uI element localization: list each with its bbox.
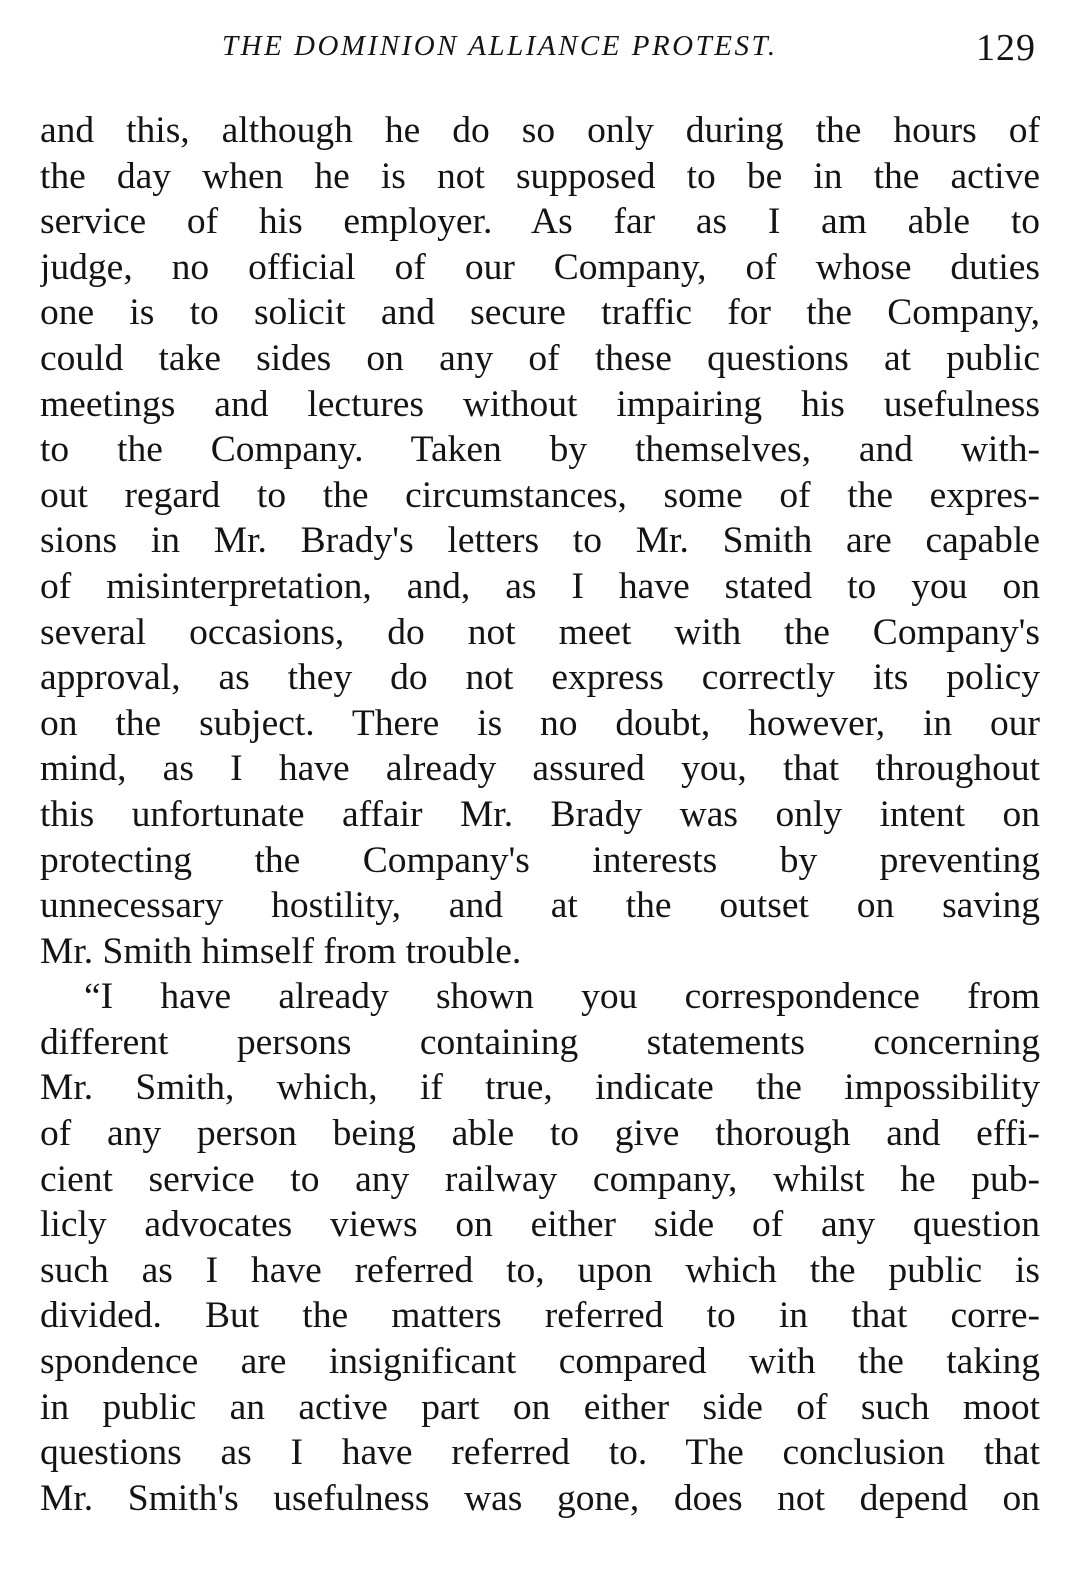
page-number: 129 — [976, 27, 1036, 69]
text-line: meetings and lectures without impairing his usefulness — [40, 383, 1040, 425]
text-line: of any person being able to give thorough and effi- — [40, 1113, 1040, 1155]
text-line: approval, as they do not express correctly its policy — [40, 657, 1040, 699]
text-line: several occasions, do not meet with the Company's — [40, 611, 1040, 653]
text-line: unnecessary hostility, and at the outset on saving — [40, 885, 1040, 927]
text-line: could take sides on any of these questions at public — [40, 337, 1040, 379]
text-line: on the subject. There is no doubt, however, in our — [40, 702, 1040, 744]
text-line: divided. But the matters referred to in that corre- — [40, 1295, 1040, 1337]
text-line: this unfortunate affair Mr. Brady was only intent on — [40, 793, 1040, 835]
text-line: such as I have referred to, upon which the public is — [40, 1249, 1040, 1291]
running-head — [0, 26, 1084, 76]
text-line: sions in Mr. Brady's letters to Mr. Smith are capable — [40, 520, 1040, 562]
running-title: THE DOMINION ALLIANCE PROTEST. — [222, 30, 778, 62]
text-line: Mr. Smith, which, if true, indicate the impossibility — [40, 1067, 1040, 1109]
text-line: Mr. Smith's usefulness was gone, does not depend on — [40, 1477, 1040, 1519]
text-line: “I have already shown you correspondence from — [84, 976, 1040, 1018]
text-line: to the Company. Taken by themselves, and with- — [40, 429, 1040, 471]
text-line: mind, as I have already assured you, that throughout — [40, 748, 1040, 790]
text-line: licly advocates views on either side of any question — [40, 1204, 1040, 1246]
paragraph-continued — [40, 108, 1040, 974]
text-line: Mr. Smith himself from trouble. — [40, 930, 522, 972]
text-line: service of his employer. As far as I am able to — [40, 201, 1040, 243]
text-line: out regard to the circumstances, some of the expres- — [40, 474, 1040, 516]
text-line: of misinterpretation, and, as I have stated to you on — [40, 565, 1040, 607]
text-line: judge, no official of our Company, of whose duties — [40, 246, 1040, 288]
body-text — [40, 108, 1040, 1521]
text-line: in public an active part on either side of such moot — [40, 1386, 1040, 1428]
text-line: protecting the Company's interests by preventing — [40, 839, 1040, 881]
text-line: cient service to any railway company, whilst he pub- — [40, 1158, 1040, 1200]
text-line: the day when he is not supposed to be in the active — [40, 155, 1040, 197]
text-line: different persons containing statements concerning — [40, 1021, 1040, 1063]
text-line: questions as I have referred to. The conclusion that — [40, 1432, 1040, 1474]
text-line: spondence are insignificant compared with the taking — [40, 1341, 1040, 1383]
text-line: one is to solicit and secure traffic for the Company, — [40, 292, 1040, 334]
paragraph-quotation — [40, 974, 1040, 1521]
text-line: and this, although he do so only during the hours of — [40, 110, 1040, 151]
